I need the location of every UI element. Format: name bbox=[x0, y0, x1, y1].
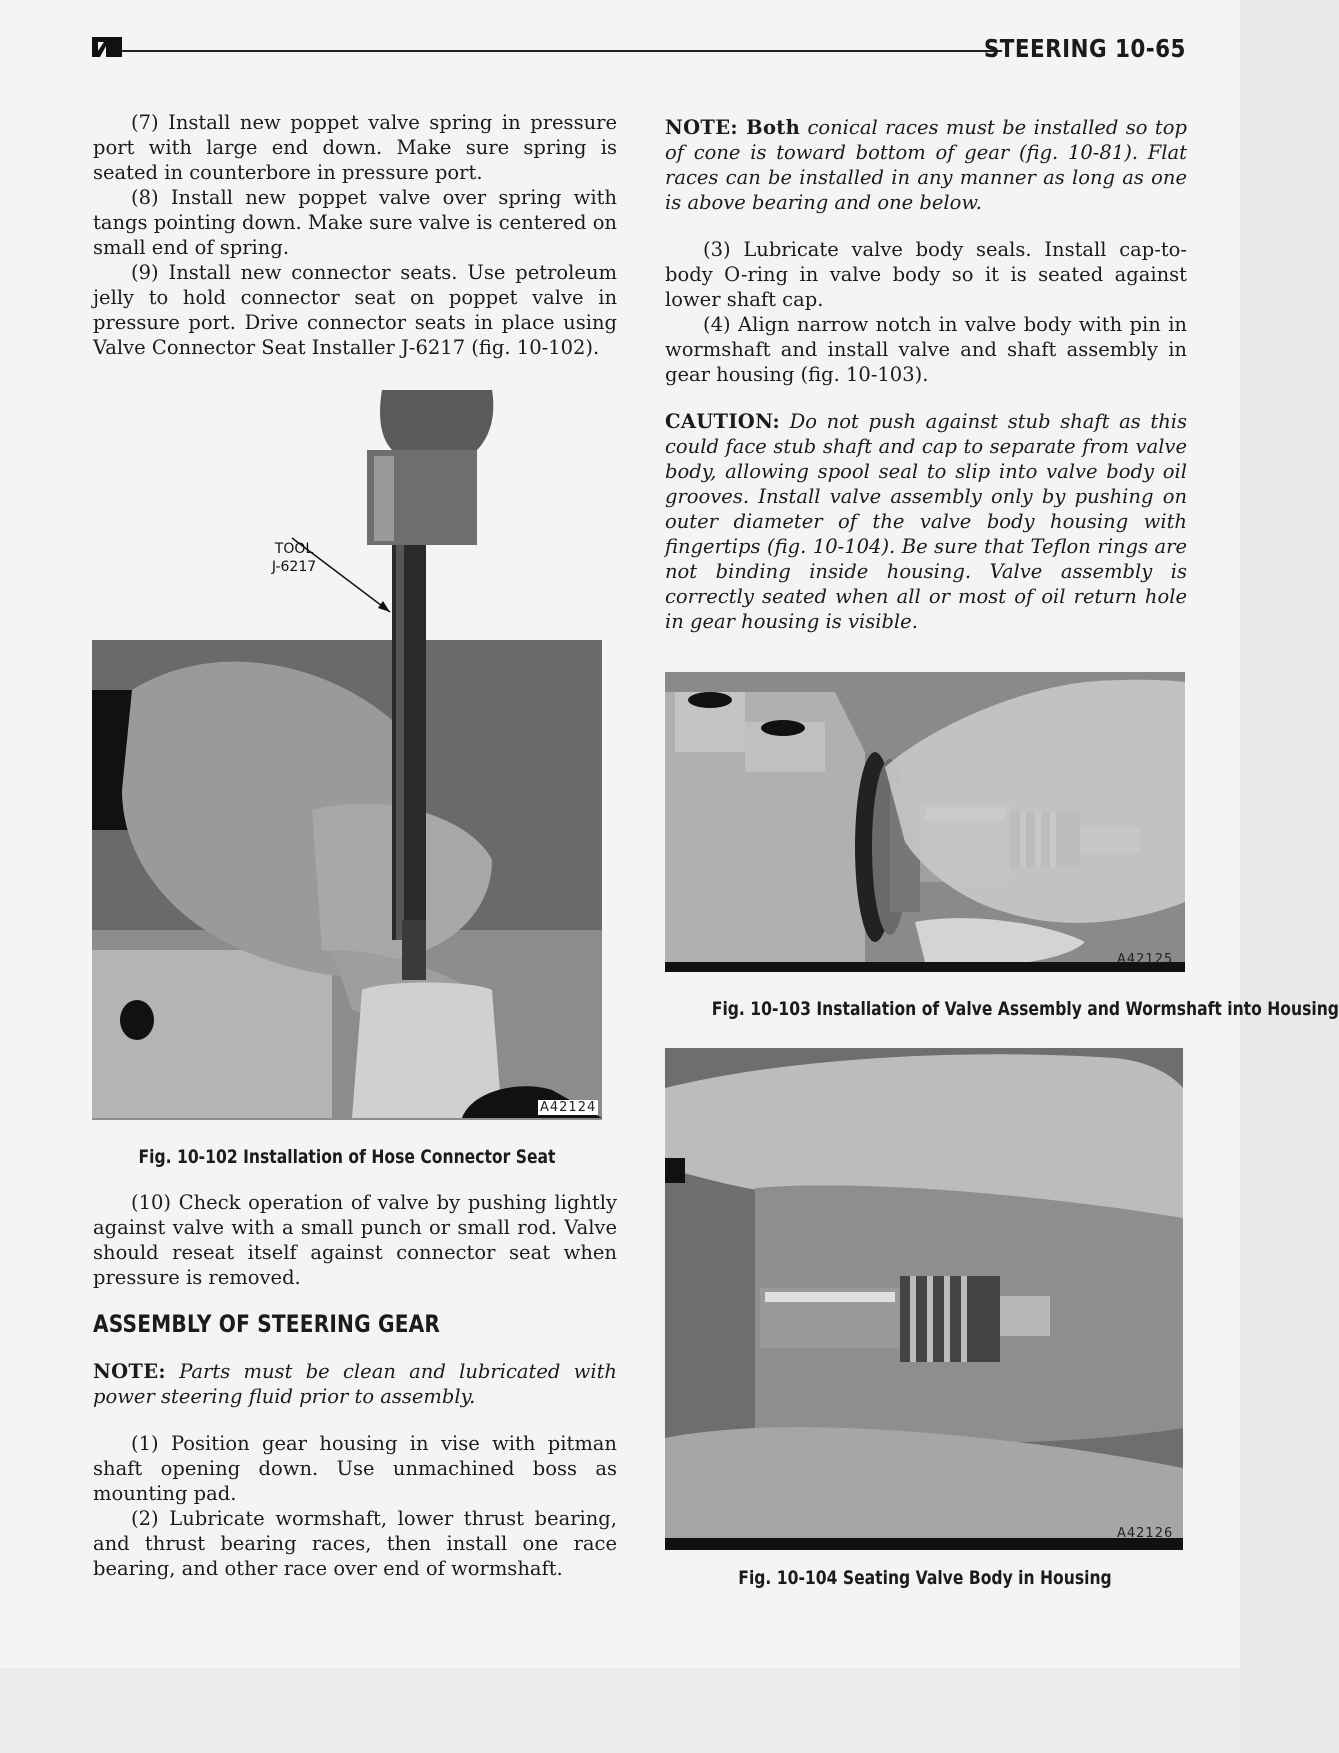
step-10-paragraph: (10) Check operation of valve by pushing lightly against valve with a small punch or small rod. Valve should reseat itself against connector seat when pressure is removed. bbox=[93, 1191, 617, 1289]
figure-10-103-photo bbox=[665, 672, 1185, 972]
scan-margin bbox=[0, 1668, 1240, 1753]
step-9-paragraph: (9) Install new connector seats. Use petroleum jelly to hold connector seat on poppet valve in pressure port. Drive connector seats in place using Valve Connector Seat Installer J-6217 (fig. 10-102). bbox=[93, 261, 617, 359]
header-rule bbox=[122, 50, 1002, 52]
note-lead: NOTE: bbox=[93, 1360, 166, 1383]
caution-lead: CAUTION: bbox=[665, 410, 781, 433]
figure-10-104-caption: Fig. 10-104 Seating Valve Body in Housing bbox=[738, 1567, 1112, 1589]
races-note bbox=[665, 115, 1187, 215]
caution-text: Do not push against stub shaft as this could face stub shaft and cap to separate from valve body, allowing spool seal to slip into valve body oil grooves. Install valve assembly only by pushing on outer diameter of the valve body housing with fingertips (fig. 10-104). Be sure that Teflon rings are not binding inside housing. Valve assembly is correctly seated when all or most of oil return hole in gear housing is visible. bbox=[665, 410, 1187, 633]
figure-10-102-photo bbox=[92, 390, 602, 1118]
figure-10-103-caption: Fig. 10-103 Installation of Valve Assembly and Wormshaft into Housing bbox=[711, 998, 1339, 1020]
note-text: Parts must be clean and lubricated with power steering fluid prior to assembly. bbox=[93, 1360, 617, 1408]
step-1-paragraph: (1) Position gear housing in vise with pitman shaft opening down. Use unmachined boss as mounting pad. bbox=[93, 1432, 617, 1505]
step-8-paragraph: (8) Install new poppet valve over spring with tangs pointing down. Make sure valve is centered on small end of spring. bbox=[93, 186, 617, 259]
section-mark-icon bbox=[92, 37, 122, 57]
tool-label-line1: TOOL bbox=[274, 541, 314, 557]
caution-paragraph bbox=[665, 409, 1187, 634]
step-2-paragraph: (2) Lubricate wormshaft, lower thrust bearing, and thrust bearing races, then install one race bearing, and other race over end of wormshaft. bbox=[93, 1507, 617, 1580]
left-column-bottom bbox=[93, 1190, 617, 1581]
section-heading: ASSEMBLY OF STEERING GEAR bbox=[93, 1310, 441, 1338]
races-note-lead: NOTE: Both bbox=[665, 116, 801, 139]
left-column-top bbox=[93, 110, 617, 360]
page-header-title: STEERING 10-65 bbox=[984, 34, 1186, 63]
tool-label-line2: J-6217 bbox=[271, 559, 317, 575]
figure-10-102-caption: Fig. 10-102 Installation of Hose Connector Seat bbox=[138, 1146, 556, 1168]
tool-label bbox=[264, 540, 324, 576]
figure-10-103-code: A42125 bbox=[1117, 952, 1174, 967]
figure-10-104-photo bbox=[665, 1048, 1183, 1550]
step-4-paragraph: (4) Align narrow notch in valve body with pin in wormshaft and install valve and shaft assembly in gear housing (fig. 10-103). bbox=[665, 313, 1187, 386]
step-7-paragraph: (7) Install new poppet valve spring in pressure port with large end down. Make sure spring is seated in counterbore in pressure port. bbox=[93, 111, 617, 184]
figure-10-104-code: A42126 bbox=[1117, 1526, 1174, 1541]
step-3-paragraph: (3) Lubricate valve body seals. Install cap-to-body O-ring in valve body so it is seated against lower shaft cap. bbox=[665, 238, 1187, 311]
figure-10-102-code: A42124 bbox=[540, 1100, 597, 1115]
right-column-top bbox=[665, 115, 1187, 634]
assembly-note bbox=[93, 1359, 617, 1409]
races-note-text: conical races must be installed so top of cone is toward bottom of gear (fig. 10-81). Flat races can be installed in any manner as long as one is above bearing and one below. bbox=[665, 116, 1187, 214]
